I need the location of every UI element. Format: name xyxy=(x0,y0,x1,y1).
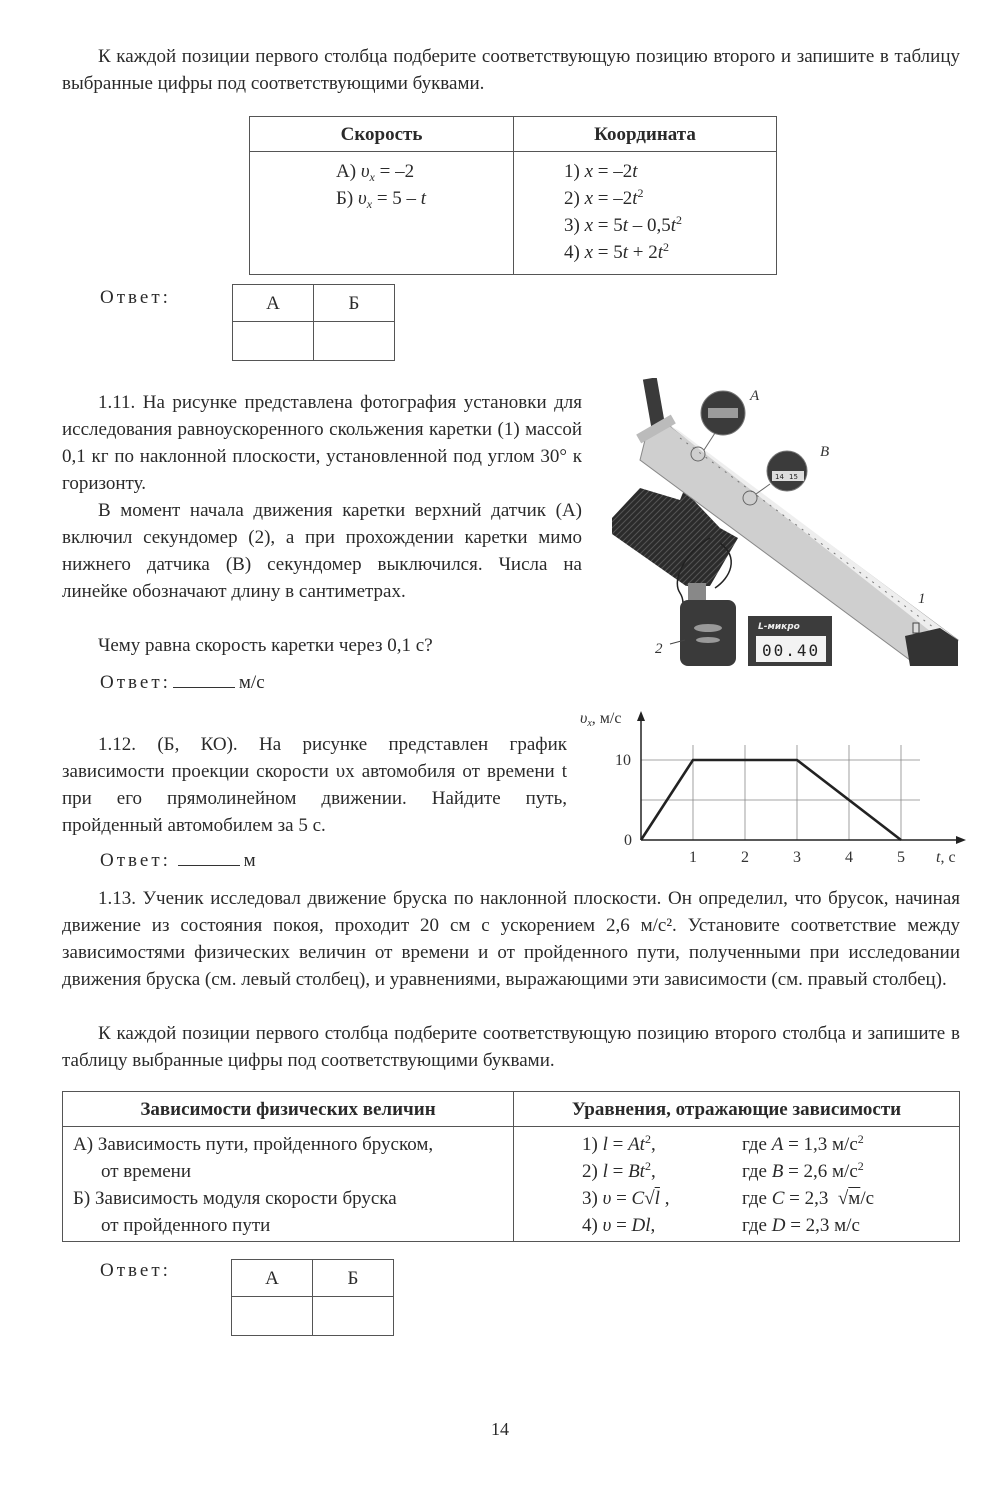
device-brand: L-микро xyxy=(758,622,800,632)
table2-option-4: 4) υ = Dl, где D = 2,3 м/с xyxy=(582,1215,860,1236)
table2-option-b: Б) Зависимость модуля скорости бруска от пройденного пути xyxy=(73,1188,397,1236)
label-stopwatch: 2 xyxy=(655,641,663,657)
answer-table-1 xyxy=(232,284,395,361)
table2-header-equations: Уравнения, отражающие зависимости xyxy=(514,1092,960,1127)
problem-1-11-text-2: В момент начала движения каретки верхний датчик (A) включил секундомер (2), а при прохождении каретки мимо нижнего датчика (B) секундомер выключился. Числа на линейке обозначают длину в сантиметрах. xyxy=(62,500,582,602)
y-tick-10: 10 xyxy=(615,752,631,769)
table1-option-4: 4) $x = 5t + 2t^2$ xyxy=(564,240,670,263)
x-tick-3: 3 xyxy=(793,849,801,866)
answer3-input-a[interactable] xyxy=(232,1297,313,1336)
table2-right-cell xyxy=(514,1127,960,1242)
answer1-col-a: А xyxy=(233,285,314,322)
problem-1-13-instruction: К каждой позиции первого столбца подберите соответствующую позицию второго столбца и запишите в таблицу выбранные цифры под соответствующими буквами. xyxy=(62,1023,960,1071)
table1-option-a: А) $\upsilon_x = -2$ xyxy=(336,161,415,184)
ruler-mark-14: 14 xyxy=(775,473,784,481)
table1-option-3: 3) $x = 5t - 0,5t^2$ xyxy=(564,213,683,236)
x-tick-4: 4 xyxy=(845,849,853,866)
problem-1-11-answer: Ответ: м/с xyxy=(100,669,265,696)
table1-option-b: Б) $\upsilon_x = 5 - t$ xyxy=(336,188,427,211)
label-carriage: 1 xyxy=(918,591,926,607)
x-tick-2: 2 xyxy=(741,849,749,866)
table2-option-a: А) Зависимость пути, пройденного бруском, от времени xyxy=(73,1134,434,1182)
table1-option-2: 2) $x = -2t^2$ xyxy=(564,186,644,209)
ruler-mark-15: 15 xyxy=(789,473,798,481)
problem-1-11-question: Чему равна скорость каретки через 0,1 с? xyxy=(98,635,433,656)
answer-blank-1-12[interactable] xyxy=(178,847,240,866)
label-sensor-b: B xyxy=(820,444,830,460)
table2-header-dependencies: Зависимости физических величин xyxy=(63,1092,514,1127)
table1-header-velocity: Скорость xyxy=(250,117,514,152)
intro-paragraph: К каждой позиции первого столбца подберите соответствующую позицию второго и запишите в таблицу выбранные цифры под соответствующими буквами. xyxy=(62,46,960,94)
experiment-setup-photo xyxy=(600,378,960,666)
stopwatch-display: 00.40 xyxy=(762,641,821,660)
matching-table-2 xyxy=(62,1091,960,1242)
table1-option-1: 1) x = –2t xyxy=(564,161,638,182)
table2-left-cell xyxy=(63,1127,514,1242)
problem-1-13-text: 1.13. Ученик исследовал движение бруска по наклонной плоскости. Он определил, что брусок, начиная движение из состояния покоя, проходит 20 см с ускорением 2,6 м/с². Установите соответствие между зависимостями физических величин от времени и от пройденного пути, полученными при исследовании движения бруска (см. левый столбец), и уравнениями, выражающими эти зависимости (см. правый столбец). xyxy=(62,888,960,990)
y-axis-arrow-icon xyxy=(637,711,645,721)
x-tick-1: 1 xyxy=(689,849,697,866)
table1-header-coordinate: Координата xyxy=(514,117,777,152)
answer3-col-a: А xyxy=(232,1260,313,1297)
answer1-col-b: Б xyxy=(314,285,395,322)
table2-option-1: 1) $l = At^2$, где A = 1,3 $м/с^2$ xyxy=(582,1132,864,1155)
problem-1-11-text: 1.11. На рисунке представлена фотография установки для исследования равноускоренного скольжения каретки (1) массой 0,1 кг по наклонной плоскости, установленной под углом 30° к горизонту. xyxy=(62,392,582,494)
label-sensor-a: A xyxy=(750,388,760,404)
x-axis-arrow-icon xyxy=(956,836,966,844)
table2-option-3: 3) υ = C√l , где C = 2,3 √м/с xyxy=(582,1188,875,1209)
table2-option-2: 2) $l = Bt^2$, где B = 2,6 $м/с^2$ xyxy=(582,1159,864,1182)
answer1-input-b[interactable] xyxy=(314,322,395,361)
table1-left-cell xyxy=(250,152,514,275)
problem-1-12-answer: Ответ: м xyxy=(100,847,256,874)
answer-label-1: Ответ: xyxy=(100,287,171,308)
table1-right-cell xyxy=(514,152,777,275)
y-tick-0: 0 xyxy=(624,832,632,849)
y-axis-label: υx, м/с xyxy=(580,710,622,729)
answer1-input-a[interactable] xyxy=(233,322,314,361)
answer-blank-1-11[interactable] xyxy=(173,669,235,688)
page-number: 14 xyxy=(491,1419,509,1439)
problem-1-12-text: 1.12. (Б, КО). На рисунке представлен график зависимости проекции скорости υx автомобиля от времени t при его прямолинейном движении. Найдите путь, пройденный автомобилем за 5 с. xyxy=(62,734,567,836)
answer3-input-b[interactable] xyxy=(313,1297,394,1336)
answer-label-3: Ответ: xyxy=(100,1260,171,1281)
x-axis-label: t, с xyxy=(936,849,956,866)
velocity-time-graph xyxy=(570,705,970,870)
answer3-col-b: Б xyxy=(313,1260,394,1297)
x-tick-5: 5 xyxy=(897,849,905,866)
matching-table-1 xyxy=(249,116,777,275)
answer-table-3 xyxy=(231,1259,394,1336)
